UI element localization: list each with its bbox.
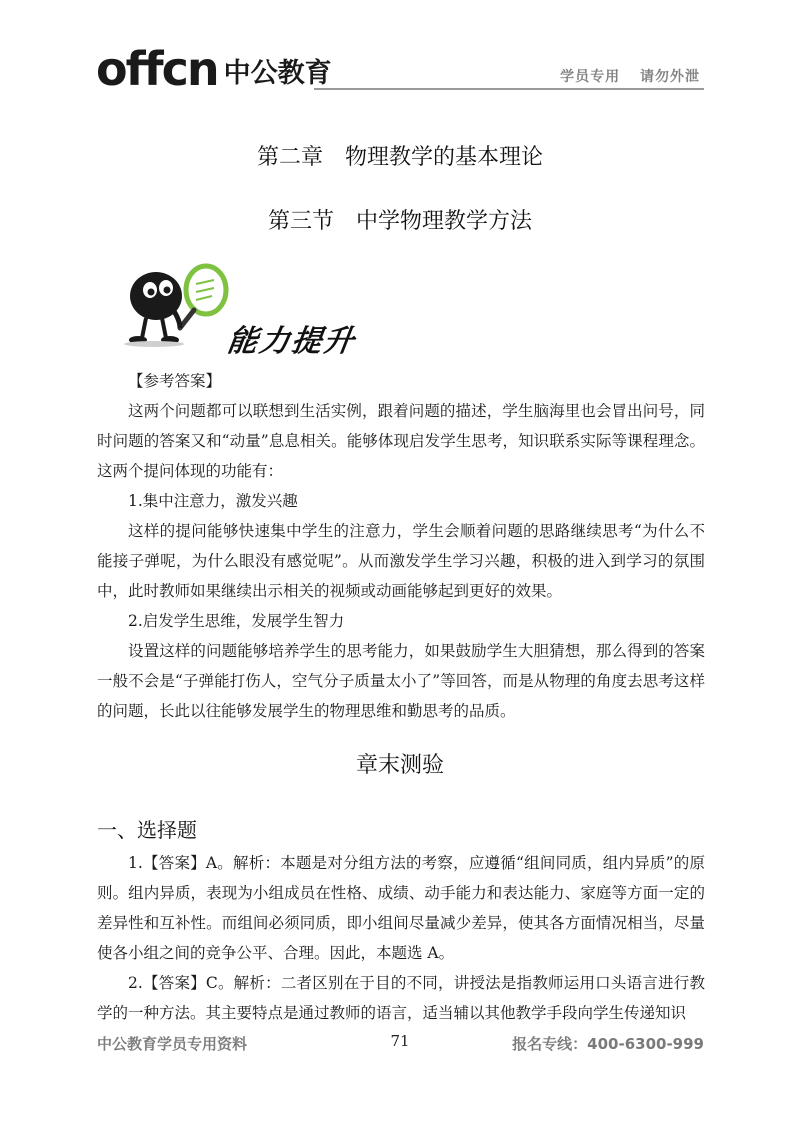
header-tags [560,66,700,86]
header-tag-no-distribution: 请勿外泄 [640,69,700,85]
test-heading: 章末测验 [355,753,444,778]
banner-title: 能力提升 [225,324,358,359]
logo-text-cn: 中公教育 [223,58,332,89]
answer-item: 1.【答案】A。解析：本题是对分组方法的考察，应遵循“组间同质，组内异质”的原则。组内异质，表现为小组成员在性格、成绩、动手能力和表达能力、家庭等方面一定的差异性和互补性。而组间必须同质，即小组间尽量减少差异，使其各方面情况相当，尽量使各小组之间的竞争公平、合理。因此，本题选 A。 [97,854,705,962]
reference-answer-section [97,366,705,726]
list-item-heading: 2.启发学生思维，发展学生智力 [128,612,345,630]
mascot-magnifier-icon [122,262,232,348]
footer-hotline: 报名专线：400-6300-999 [512,1035,704,1053]
chapter-title: 第二章 物理教学的基本理论 [256,145,543,170]
choice-heading: 一、选择题 [97,818,197,842]
section-title: 第三节 中学物理教学方法 [267,209,532,234]
offcn-logo [96,40,332,96]
header-divider [314,88,704,90]
answer-label: 【参考答案】 [128,372,222,390]
header-tag-students-only: 学员专用 [560,69,621,85]
paragraph-attention: 这样的提问能够快速集中学生的注意力，学生会顺着问题的思路继续思考“为什么不能接子弹呢，为什么眼没有感觉呢”。从而激发学生学习兴趣，积极的进入到学习的氛围中，此时教师如果继续出示相关的视频或动画能够起到更好的效果。 [97,522,705,600]
list-item-heading: 1.集中注意力，激发兴趣 [128,492,298,510]
answers-section [97,848,705,1028]
footer-left-text: 中公教育学员专用资料 [97,1035,248,1053]
page-number: 71 [390,1032,410,1050]
logo-text-en: offcn [96,42,218,96]
paragraph-intro: 这两个问题都可以联想到生活实例，跟着问题的描述，学生脑海里也会冒出问号，同时问题的答案又和“动量”息息相关。能够体现启发学生思考，知识联系实际等课程理念。这两个提问体现的功能有： [97,402,705,480]
answer-item: 2.【答案】C。解析：二者区别在于目的不同，讲授法是指教师运用口头语言进行教学的一种方法。其主要特点是通过教师的语言，适当辅以其他教学手段向学生传递知识 [97,974,705,1022]
paragraph-thinking: 设置这样的问题能够培养学生的思考能力，如果鼓励学生大胆猜想，那么得到的答案一般不会是“子弹能打伤人，空气分子质量太小了”等回答，而是从物理的角度去思考这样的问题，长此以往能够发展学生的物理思维和勤思考的品质。 [97,642,705,720]
